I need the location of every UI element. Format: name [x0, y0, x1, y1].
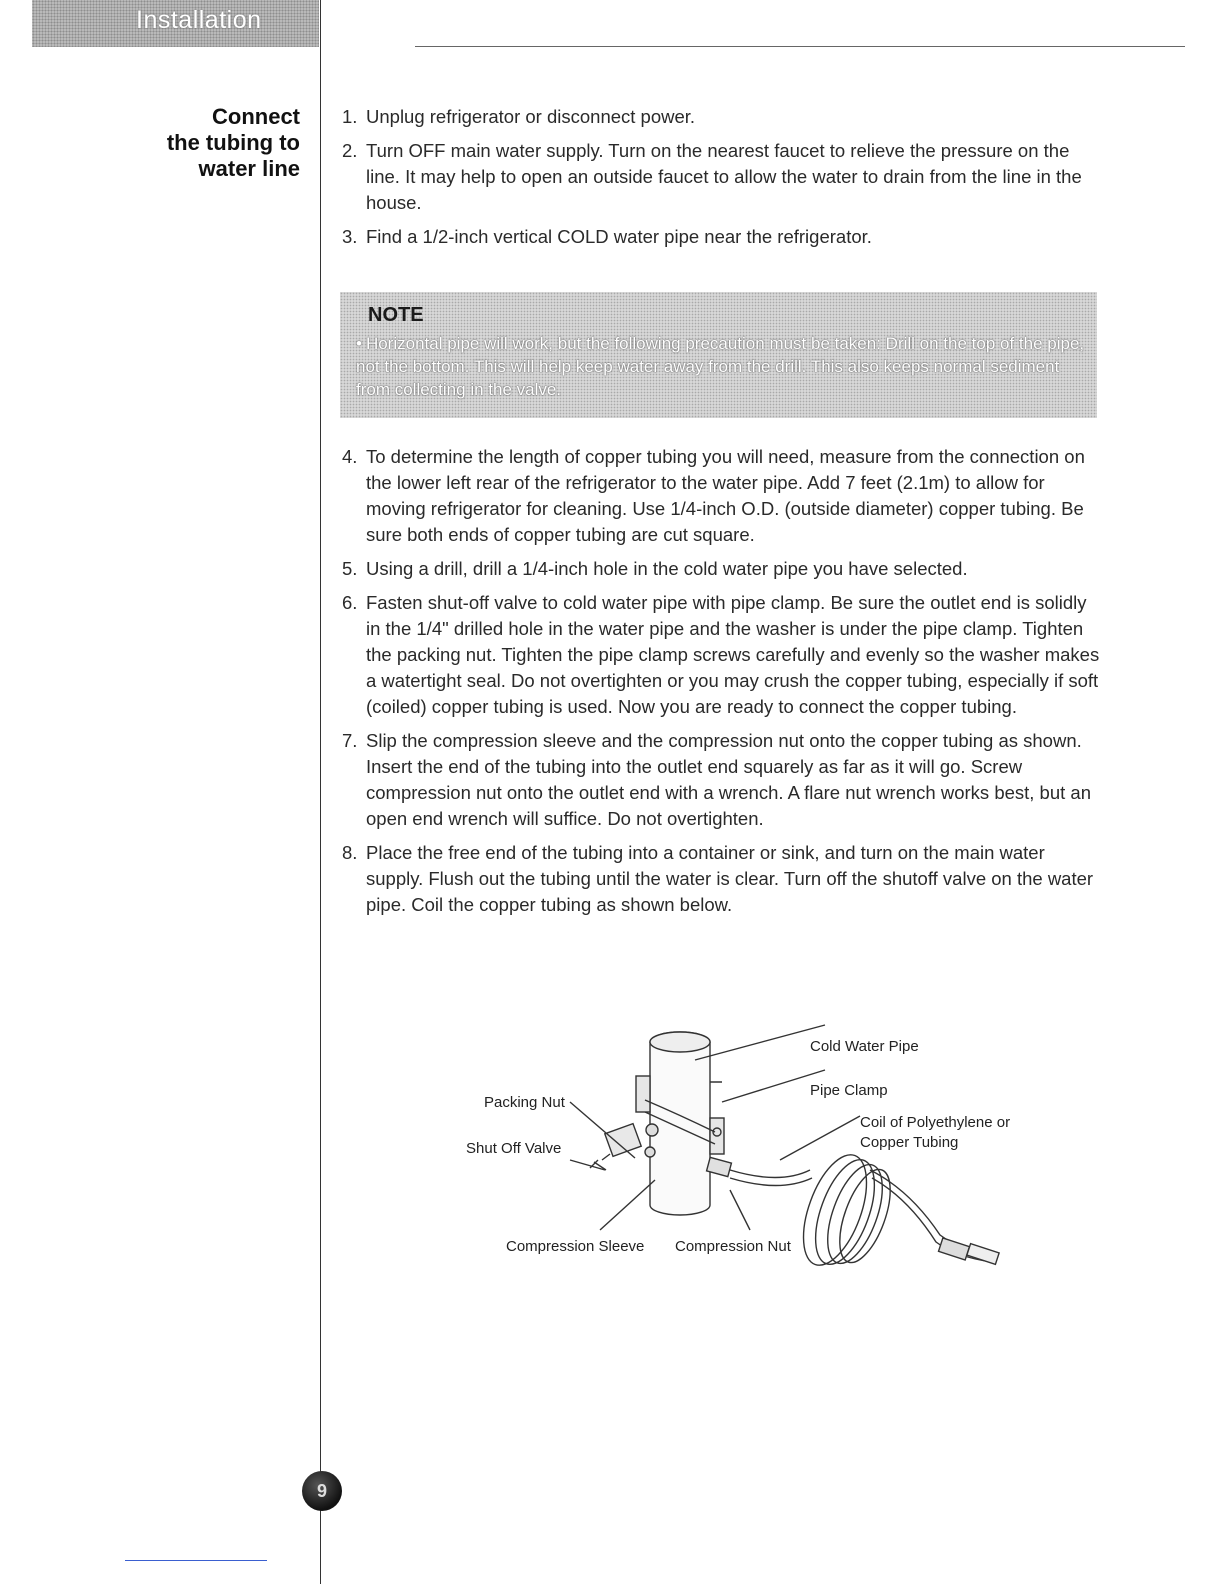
step-text: Unplug refrigerator or disconnect power. — [366, 106, 696, 127]
label-packing-nut: Packing Nut — [484, 1094, 565, 1111]
step-text: Fasten shut-off valve to cold water pipe with pipe clamp. Be sure the outlet end is solidly in the 1/4" drilled hole in the water pipe and the washer is under the pipe clamp. Tighten the packing nut. Tighten the pipe clamp screws carefully and evenly so the washer makes a watertight seal. Do not overtighten or you may crush the copper tubing, especially if soft (coiled) copper tubing is used. Now you are ready to connect the copper tubing. — [366, 592, 1100, 717]
label-compression-nut: Compression Nut — [675, 1238, 791, 1255]
step-number: 8. — [342, 842, 358, 863]
label-shut-off-valve: Shut Off Valve — [466, 1140, 562, 1157]
label-pipe-clamp: Pipe Clamp — [810, 1082, 888, 1099]
section-title-line: water line — [198, 156, 300, 181]
note-body: Horizontal pipe will work, but the following precaution must be taken: Drill on the top of the pipe, not the bottom. This will help keep water away from the drill. This also keeps normal sediment from collecting in the valve. — [356, 334, 1085, 399]
section-header-label: Installation — [136, 6, 262, 34]
label-compression-sleeve: Compression Sleeve — [506, 1238, 645, 1255]
step-item — [342, 840, 1102, 918]
step-item — [342, 556, 1102, 582]
note-title: NOTE — [368, 304, 424, 326]
step-number: 6. — [342, 592, 358, 613]
note-text — [356, 332, 1086, 401]
step-item — [342, 224, 1102, 250]
step-item — [342, 590, 1102, 720]
step-number: 1. — [342, 106, 358, 127]
step-item — [342, 138, 1102, 216]
column-divider — [320, 0, 321, 1584]
label-coil-line1: Coil of Polyethylene or — [860, 1114, 1011, 1131]
step-text: Place the free end of the tubing into a container or sink, and turn on the main water supply. Flush out the tubing until the water is clear. Turn off the shutoff valve on the water pipe. Coil the copper tubing as shown below. — [366, 842, 1094, 915]
steps-list-a — [342, 104, 1102, 258]
section-title-line: Connect — [212, 104, 300, 129]
step-item — [342, 444, 1102, 548]
note-box — [340, 292, 1097, 418]
installation-diagram — [440, 1020, 1040, 1270]
step-number: 4. — [342, 446, 358, 467]
section-title-line: the tubing to — [166, 130, 300, 155]
step-text: Turn OFF main water supply. Turn on the nearest faucet to relieve the pressure on the line. It may help to open an outside faucet to allow the water to drain from the line in the house. — [366, 140, 1082, 213]
label-cold-water-pipe: Cold Water Pipe — [810, 1038, 919, 1055]
step-text: Find a 1/2-inch vertical COLD water pipe near the refrigerator. — [366, 226, 872, 247]
step-text: Using a drill, drill a 1/4-inch hole in the cold water pipe you have selected. — [366, 558, 968, 579]
step-text: To determine the length of copper tubing you will need, measure from the connection on the lower left rear of the refrigerator to the water pipe. Add 7 feet (2.1m) to allow for moving refrigerator for cleaning. Use 1/4-inch O.D. (outside diameter) copper tubing. Be sure both ends of copper tubing are cut square. — [366, 446, 1085, 545]
section-title — [167, 104, 300, 182]
step-item — [342, 104, 1102, 130]
step-number: 3. — [342, 226, 358, 247]
steps-list-b — [342, 444, 1102, 926]
step-number: 7. — [342, 730, 358, 751]
header-rule — [415, 46, 1185, 47]
note-bullet: • — [356, 334, 362, 353]
step-text: Slip the compression sleeve and the compression nut onto the copper tubing as shown. Insert the end of the tubing into the outlet end squarely as far as it will go. Screw compression nut onto the outlet end with a wrench. A flare nut wrench works best, but an open end wrench will suffice. Do not overtighten. — [366, 730, 1091, 829]
step-number: 2. — [342, 140, 358, 161]
page-number-badge: 9 — [302, 1471, 342, 1511]
bottom-underline — [125, 1560, 267, 1561]
label-coil-line2: Copper Tubing — [860, 1134, 959, 1151]
step-number: 5. — [342, 558, 358, 579]
step-item — [342, 728, 1102, 832]
section-header-tab — [32, 0, 319, 47]
